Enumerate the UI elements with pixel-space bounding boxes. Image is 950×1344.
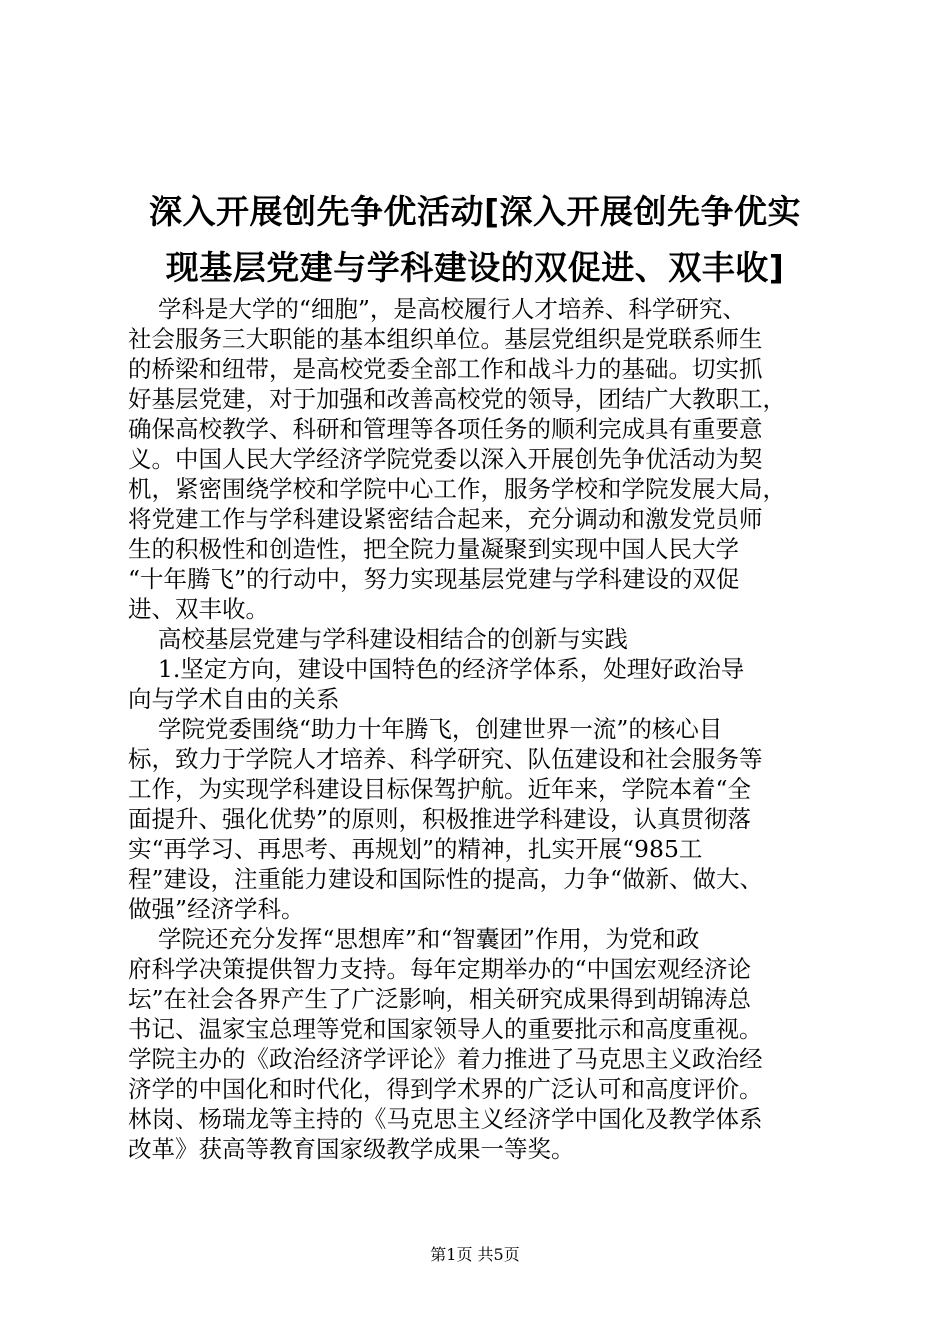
body-line: 机，紧密围绕学校和学院中心工作，服务学校和学院发展大局， [128, 475, 786, 503]
body-line: 社会服务三大职能的基本组织单位。基层党组织是党联系师生 [128, 325, 763, 353]
body-line: 好基层党建，对于加强和改善高校党的领导，团结广大教职工， [128, 385, 786, 413]
body-line: 学科是大学的“细胞”，是高校履行人才培养、科学研究、 [128, 295, 746, 323]
body-line: 面提升、强化优势”的原则，积极推进学科建设，认真贯彻落 [128, 805, 752, 833]
body-line: 做强”经济学科。 [128, 895, 305, 923]
body-line: 学院还充分发挥“思想库”和“智囊团”作用，为党和政 [128, 925, 700, 953]
body-line: 坛”在社会各界产生了广泛影响，相关研究成果得到胡锦涛总 [128, 985, 752, 1013]
body-line: 工作，为实现学科建设目标保驾护航。近年来，学院本着“全 [128, 775, 752, 803]
body-line: 书记、温家宝总理等党和国家领导人的重要批示和高度重视。 [128, 1015, 763, 1043]
title-line-1: 深入开展创先争优活动[深入开展创先争优实 [148, 192, 802, 231]
body-line: 高校基层党建与学科建设相结合的创新与实践 [128, 625, 628, 653]
body-line: 确保高校教学、科研和管理等各项任务的顺利完成具有重要意 [128, 415, 763, 443]
body-line: 义。中国人民大学经济学院党委以深入开展创先争优活动为契 [128, 445, 763, 473]
body-line: 1.坚定方向，建设中国特色的经济学体系，处理好政治导 [128, 655, 745, 683]
body-line: 标，致力于学院人才培养、科学研究、队伍建设和社会服务等 [128, 745, 763, 773]
body-line: “十年腾飞”的行动中，努力实现基层党建与学科建设的双促 [128, 565, 740, 593]
body-line: 的桥梁和纽带，是高校党委全部工作和战斗力的基础。切实抓 [128, 355, 763, 383]
document-body [128, 294, 828, 1164]
body-line: 林岗、杨瑞龙等主持的《马克思主义经济学中国化及教学体系 [128, 1105, 763, 1133]
title-line-2: 现基层党建与学科建设的双促进、双丰收] [165, 248, 785, 287]
body-line: 实“再学习、再思考、再规划”的精神，扎实开展“985工 [128, 835, 703, 863]
body-line: 向与学术自由的关系 [128, 685, 340, 713]
body-line: 将党建工作与学科建设紧密结合起来，充分调动和激发党员师 [128, 505, 763, 533]
document-title [100, 184, 850, 296]
body-line: 程”建设，注重能力建设和国际性的提高，力争“做新、做大、 [128, 865, 764, 893]
body-line: 进、双丰收。 [128, 595, 269, 623]
body-line: 学院主办的《政治经济学评论》着力推进了马克思主义政治经 [128, 1045, 763, 1073]
body-line: 学院党委围绕“助力十年腾飞，创建世界一流”的核心目 [128, 715, 723, 743]
body-line: 府科学决策提供智力支持。每年定期举办的“中国宏观经济论 [128, 955, 752, 983]
body-line: 生的积极性和创造性，把全院力量凝聚到实现中国人民大学 [128, 535, 739, 563]
body-line: 改革》获高等教育国家级教学成果一等奖。 [128, 1135, 575, 1163]
page-footer: 第1页 共5页 [430, 1245, 520, 1264]
body-line: 济学的中国化和时代化，得到学术界的广泛认可和高度评价。 [128, 1075, 763, 1103]
